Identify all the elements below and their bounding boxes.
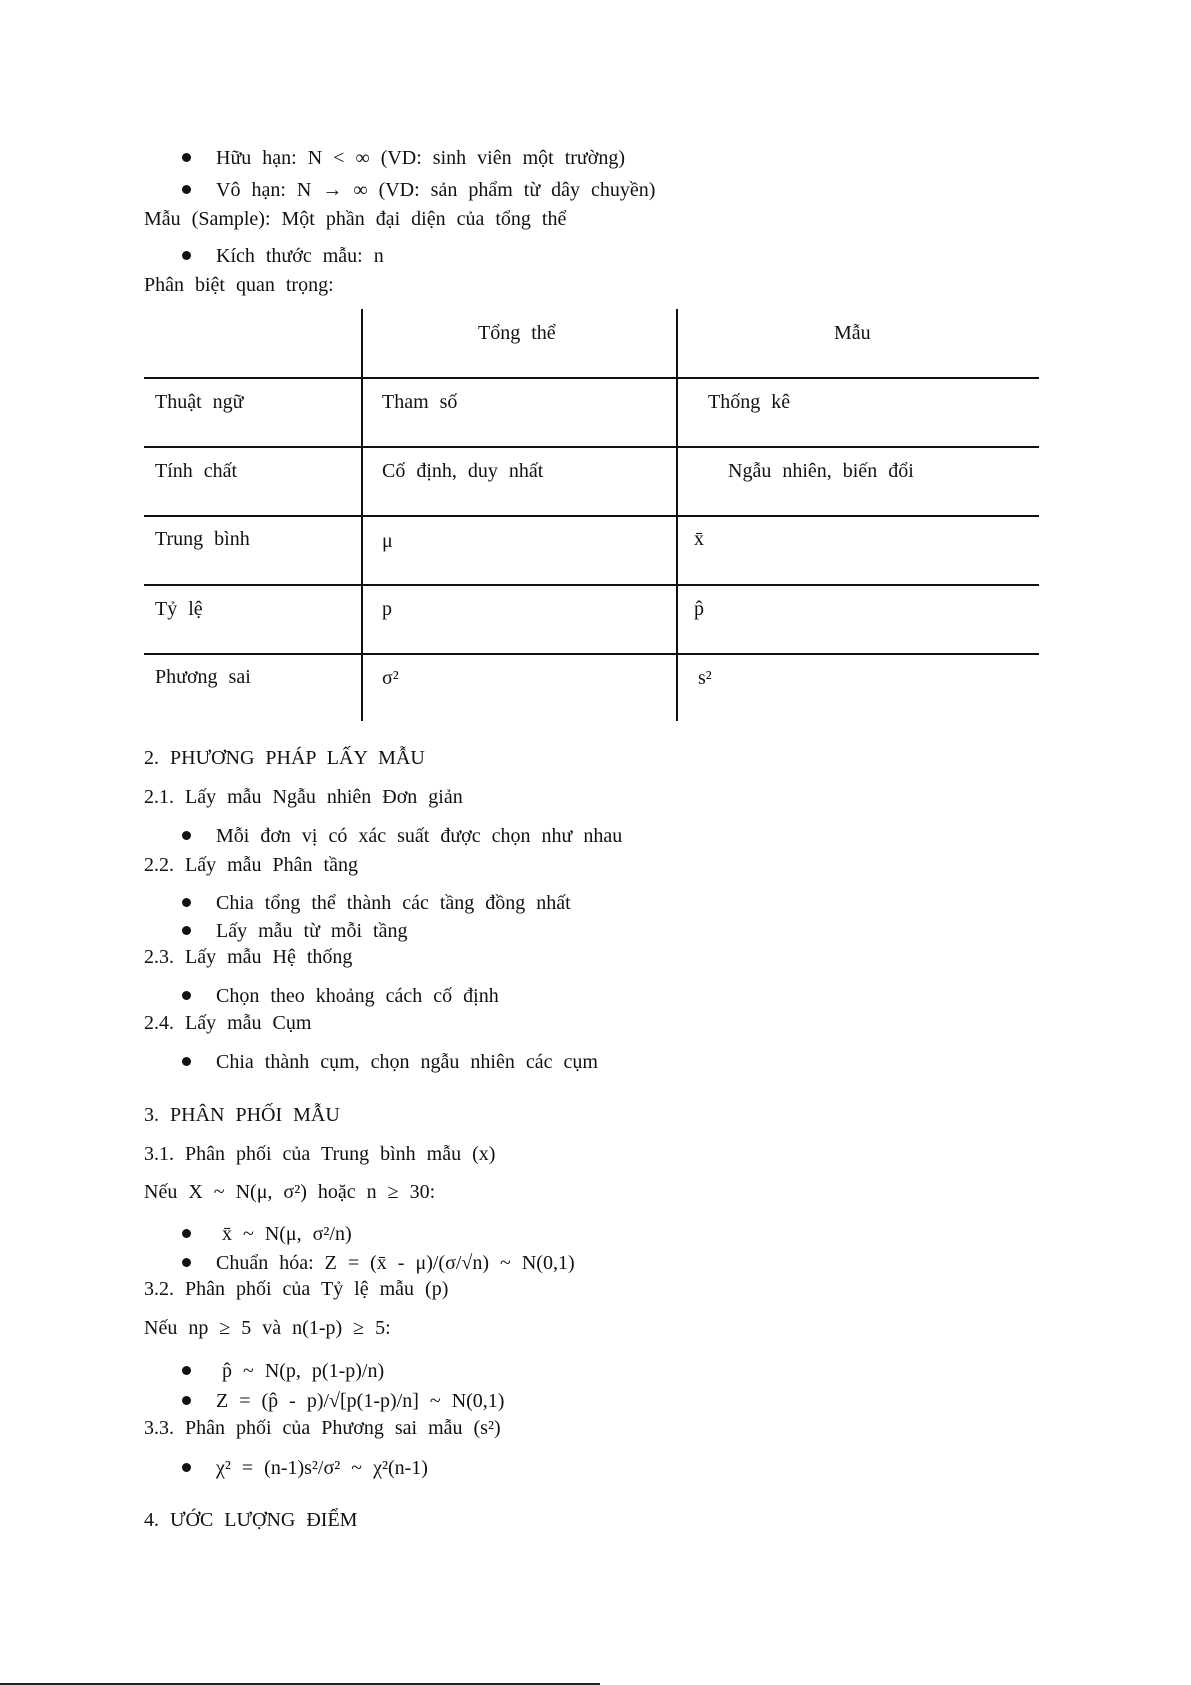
bullet-icon xyxy=(182,1396,191,1405)
bullet-icon xyxy=(182,1366,191,1375)
population-finite: Hữu hạn: N < ∞ (VD: sinh viên một trường) xyxy=(216,147,625,169)
subsection-2-1-heading: 2.1. Lấy mẫu Ngẫu nhiên Đơn giản xyxy=(144,786,463,808)
bullet-icon xyxy=(182,898,191,907)
table-cell: μ xyxy=(382,530,393,552)
table-cell: p̂ xyxy=(694,598,704,620)
list-item: Chia tổng thể thành các tầng đồng nhất xyxy=(216,892,571,914)
table-header-population: Tổng thể xyxy=(478,322,556,344)
table-cell: σ² xyxy=(382,667,399,689)
section-3-heading: 3. PHÂN PHỐI MẪU xyxy=(144,1104,340,1126)
list-item: Mỗi đơn vị có xác suất được chọn như nhau xyxy=(216,825,623,847)
bullet-icon xyxy=(182,1463,191,1472)
sample-size: Kích thước mẫu: n xyxy=(216,245,384,267)
section-4-heading: 4. ƯỚC LƯỢNG ĐIỂM xyxy=(144,1509,358,1531)
table-cell: Tỷ lệ xyxy=(155,598,203,620)
subsection-2-3-heading: 2.3. Lấy mẫu Hệ thống xyxy=(144,946,353,968)
bullet-icon xyxy=(182,185,191,194)
subsection-3-1-heading: 3.1. Phân phối của Trung bình mẫu (x) xyxy=(144,1143,496,1165)
table-cell: Cố định, duy nhất xyxy=(382,460,544,482)
subsection-3-2-heading: 3.2. Phân phối của Tỷ lệ mẫu (p) xyxy=(144,1278,449,1300)
sample-definition: Mẫu (Sample): Một phần đại diện của tổng thể xyxy=(144,208,567,230)
bullet-icon xyxy=(182,251,191,260)
list-item: Chuẩn hóa: Z = (x̄ - μ)/(σ/√n) ~ N(0,1) xyxy=(216,1252,575,1274)
condition-text: Nếu np ≥ 5 và n(1-p) ≥ 5: xyxy=(144,1317,391,1339)
table-cell: Tham số xyxy=(382,391,458,413)
table-cell: Thuật ngữ xyxy=(155,391,244,413)
subsection-3-3-heading: 3.3. Phân phối của Phương sai mẫu (s²) xyxy=(144,1417,501,1439)
bullet-icon xyxy=(182,1258,191,1267)
population-infinite: Vô hạn: N → ∞ (VD: sản phẩm từ dây chuyền) xyxy=(216,179,656,201)
bullet-icon xyxy=(182,1229,191,1238)
table-cell: Phương sai xyxy=(155,666,251,688)
list-item: Chọn theo khoảng cách cố định xyxy=(216,985,499,1007)
list-item: Lấy mẫu từ mỗi tầng xyxy=(216,920,408,942)
list-item: x̄ ~ N(μ, σ²/n) xyxy=(222,1223,352,1245)
bullet-icon xyxy=(182,991,191,1000)
subsection-2-4-heading: 2.4. Lấy mẫu Cụm xyxy=(144,1012,312,1034)
distinction-title: Phân biệt quan trọng: xyxy=(144,274,334,296)
table-cell: Ngẫu nhiên, biến đổi xyxy=(728,460,914,482)
bullet-icon xyxy=(182,926,191,935)
table-cell: Trung bình xyxy=(155,528,250,550)
bullet-icon xyxy=(182,153,191,162)
bullet-icon xyxy=(182,831,191,840)
table-cell: s² xyxy=(698,667,712,689)
table-cell: p xyxy=(382,598,392,620)
list-item: χ² = (n-1)s²/σ² ~ χ²(n-1) xyxy=(216,1457,428,1479)
bullet-icon xyxy=(182,1057,191,1066)
table-header-sample: Mẫu xyxy=(834,322,871,344)
table-cell: Thống kê xyxy=(708,391,791,413)
table-cell: x̄ xyxy=(694,528,704,550)
condition-text: Nếu X ~ N(μ, σ²) hoặc n ≥ 30: xyxy=(144,1181,436,1203)
list-item: Chia thành cụm, chọn ngẫu nhiên các cụm xyxy=(216,1051,598,1073)
list-item: p̂ ~ N(p, p(1-p)/n) xyxy=(222,1360,385,1382)
list-item: Z = (p̂ - p)/√[p(1-p)/n] ~ N(0,1) xyxy=(216,1390,505,1412)
table-cell: Tính chất xyxy=(155,460,238,482)
subsection-2-2-heading: 2.2. Lấy mẫu Phân tầng xyxy=(144,854,358,876)
section-2-heading: 2. PHƯƠNG PHÁP LẤY MẪU xyxy=(144,747,425,769)
